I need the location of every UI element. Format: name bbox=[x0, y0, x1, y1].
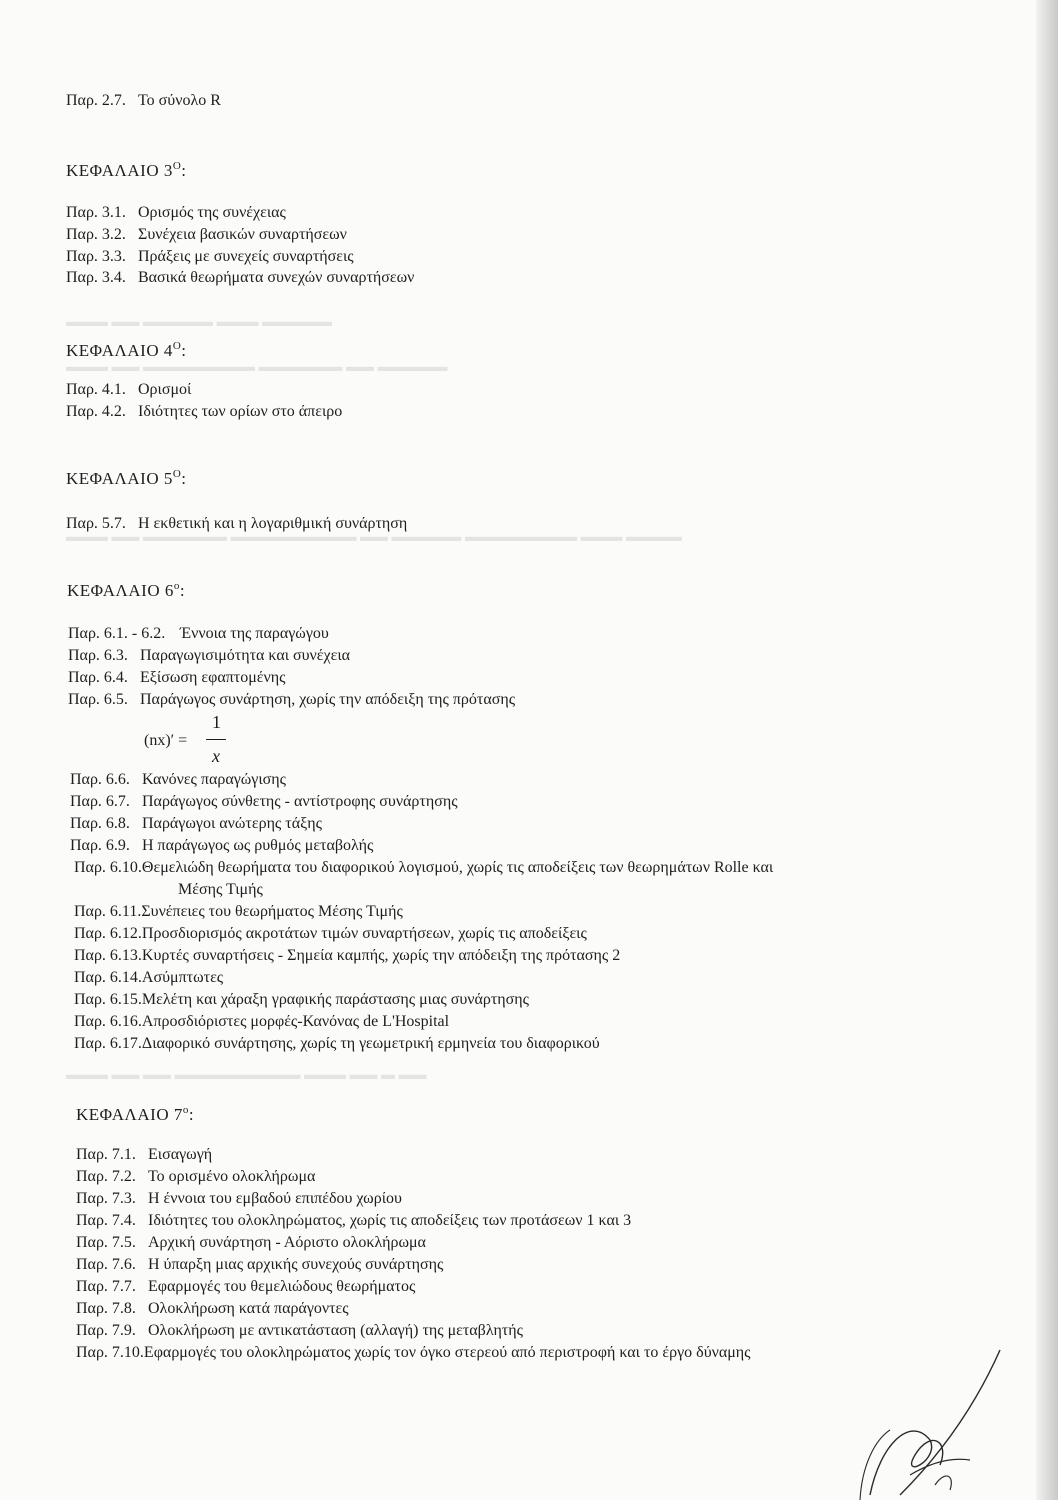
chapter-label: ΚΕΦΑΛΑΙΟ 4 bbox=[66, 341, 173, 360]
syllabus-line bbox=[76, 1321, 523, 1341]
syllabus-line bbox=[76, 1277, 415, 1297]
paragraph-number: Παρ. 7.10. bbox=[76, 1344, 144, 1361]
paragraph-title: Ασύμπτωτες bbox=[141, 969, 224, 986]
chapter-colon: : bbox=[179, 581, 186, 600]
chapter-colon: : bbox=[181, 161, 187, 180]
paragraph-number: Παρ. 6.14. bbox=[74, 969, 142, 986]
paragraph-number: Παρ. 6.15. bbox=[74, 991, 142, 1008]
paragraph-number: Παρ. 3.3. bbox=[66, 248, 126, 265]
syllabus-line bbox=[74, 946, 620, 966]
paragraph-number: Παρ. 6.1. - 6.2. bbox=[68, 625, 166, 642]
paragraph-title: Εφαρμογές του ολοκληρώματος χωρίς τον όγκο στερεού από περιστροφή και το έργο δύναμης bbox=[143, 1344, 751, 1361]
paragraph-number: Παρ. 7.8. bbox=[76, 1300, 136, 1317]
chapter-colon: : bbox=[181, 469, 187, 488]
paragraph-number: Παρ. 3.1. bbox=[66, 204, 126, 221]
paragraph-number: Παρ. 6.11. bbox=[74, 903, 142, 920]
chapter-ordinal: O bbox=[172, 468, 182, 480]
paragraph-title: Συνέχεια βασικών συναρτήσεων bbox=[138, 226, 347, 243]
paragraph-number: Παρ. 6.12. bbox=[74, 925, 142, 942]
paragraph-number: Παρ. 7.7. bbox=[76, 1278, 136, 1295]
syllabus-line bbox=[76, 1299, 349, 1319]
paragraph-title: Ιδιότητες του ολοκληρώματος, χωρίς τις αποδείξεις των προτάσεων 1 και 3 bbox=[148, 1212, 632, 1229]
syllabus-line bbox=[66, 514, 407, 534]
chapter-ordinal: O bbox=[172, 160, 182, 172]
paragraph-number: Παρ. 3.2. bbox=[66, 226, 126, 243]
paragraph-title: Το σύνολο R bbox=[138, 92, 221, 109]
syllabus-line bbox=[76, 1145, 212, 1165]
chapter-label: ΚΕΦΑΛΑΙΟ 3 bbox=[66, 161, 173, 180]
syllabus-line bbox=[70, 814, 322, 834]
syllabus-line bbox=[70, 836, 373, 856]
paragraph-title: Συνέπειες του θεωρήματος Μέσης Τιμής bbox=[141, 903, 403, 920]
syllabus-line bbox=[74, 1012, 449, 1032]
fraction-bar bbox=[206, 739, 226, 740]
syllabus-line bbox=[178, 880, 263, 900]
syllabus-line bbox=[74, 924, 587, 944]
syllabus-line bbox=[68, 624, 329, 644]
paragraph-number: Παρ. 7.5. bbox=[76, 1234, 136, 1251]
chapter-colon: : bbox=[181, 341, 187, 360]
paragraph-title: Προσδιορισμός ακροτάτων τιμών συναρτήσεων, χωρίς τις αποδείξεις bbox=[141, 925, 587, 942]
paragraph-number: Παρ. 7.6. bbox=[76, 1256, 136, 1273]
syllabus-line bbox=[74, 990, 529, 1010]
syllabus-line bbox=[66, 402, 342, 422]
syllabus-line bbox=[76, 1255, 443, 1275]
paragraph-number: Παρ. 7.9. bbox=[76, 1322, 136, 1339]
paragraph-number: Παρ. 6.5. bbox=[68, 691, 128, 708]
paragraph-title: Μέσης Τιμής bbox=[178, 881, 263, 898]
paragraph-title: Ολοκλήρωση κατά παράγοντες bbox=[148, 1300, 349, 1317]
chapter-label: ΚΕΦΑΛΑΙΟ 7 bbox=[76, 1105, 183, 1124]
paragraph-title: Αρχική συνάρτηση - Αόριστο ολοκλήρωμα bbox=[148, 1234, 426, 1251]
paragraph-number: Παρ. 6.17. bbox=[74, 1035, 142, 1052]
syllabus-line bbox=[76, 1233, 426, 1253]
paragraph-number: Παρ. 6.13. bbox=[74, 947, 142, 964]
paragraph-title: Ολοκλήρωση με αντικατάσταση (αλλαγή) της μεταβλητής bbox=[148, 1322, 523, 1339]
paragraph-number: Παρ. 7.2. bbox=[76, 1168, 136, 1185]
chapter-ordinal: O bbox=[172, 340, 182, 352]
chapter-heading bbox=[67, 580, 185, 601]
chapter-heading bbox=[76, 1104, 194, 1125]
syllabus-line bbox=[74, 1034, 600, 1054]
paragraph-title: Ορισμοί bbox=[138, 381, 192, 398]
paragraph-number: Παρ. 5.7. bbox=[66, 515, 126, 532]
paragraph-title: Διαφορικό συνάρτησης, χωρίς τη γεωμετρική ερμηνεία του διαφορικού bbox=[141, 1035, 600, 1052]
paragraph-title: Εξίσωση εφαπτομένης bbox=[140, 669, 286, 686]
paragraph-number: Παρ. 2.7. bbox=[66, 92, 126, 109]
paragraph-number: Παρ. 6.6. bbox=[70, 771, 130, 788]
paragraph-title: Η εκθετική και η λογαριθμική συνάρτηση bbox=[138, 515, 408, 532]
paragraph-number: Παρ. 6.16. bbox=[74, 1013, 142, 1030]
paragraph-number: Παρ. 6.4. bbox=[68, 669, 128, 686]
syllabus-line bbox=[68, 668, 285, 688]
syllabus-line bbox=[70, 770, 286, 790]
syllabus-line bbox=[76, 1211, 631, 1231]
syllabus-line bbox=[66, 225, 347, 245]
syllabus-line bbox=[74, 968, 223, 988]
bleed-through-text: ▬▬▬ ▬▬ ▬▬▬▬▬▬ ▬▬▬▬▬▬▬▬▬ ▬▬ ▬▬▬▬▬ ▬▬▬▬▬▬▬▬ ▬▬▬ ▬▬▬▬ bbox=[66, 530, 682, 545]
paragraph-number: Παρ. 7.4. bbox=[76, 1212, 136, 1229]
paragraph-number: Παρ. 6.9. bbox=[70, 837, 130, 854]
paragraph-number: Παρ. 3.4. bbox=[66, 269, 126, 286]
formula-lhs: (nx)′ = bbox=[144, 732, 188, 749]
bleed-through-text: ▬▬▬ ▬▬ ▬▬▬▬▬▬▬▬ ▬▬▬▬▬▬ ▬▬ ▬▬▬▬▬ bbox=[66, 360, 448, 375]
paragraph-number: Παρ. 7.3. bbox=[76, 1190, 136, 1207]
paragraph-title: Βασικά θεωρήματα συνεχών συναρτήσεων bbox=[138, 269, 415, 286]
paragraph-title: Κυρτές συναρτήσεις - Σημεία καμπής, χωρίς την απόδειξη της πρότασης 2 bbox=[141, 947, 621, 964]
paragraph-title: Θεμελιώδη θεωρήματα του διαφορικού λογισμού, χωρίς τις αποδείξεις των θεωρημάτων Rolle και bbox=[141, 859, 774, 876]
paragraph-title: Ιδιότητες των ορίων στο άπειρο bbox=[138, 403, 343, 420]
page-binding-shadow bbox=[1036, 0, 1058, 1500]
paragraph-title: Η έννοια του εμβαδού επιπέδου χωρίου bbox=[148, 1190, 402, 1207]
paragraph-number: Παρ. 7.1. bbox=[76, 1146, 136, 1163]
syllabus-line bbox=[76, 1189, 402, 1209]
chapter-heading bbox=[66, 340, 187, 361]
paragraph-title: Απροσδιόριστες μορφές-Κανόνας de L'Hospital bbox=[141, 1013, 450, 1030]
paragraph-title: Παράγωγοι ανώτερης τάξης bbox=[142, 815, 322, 832]
syllabus-line bbox=[74, 858, 773, 878]
syllabus-line bbox=[66, 91, 221, 111]
paragraph-title: Έννοια της παραγώγου bbox=[180, 625, 329, 642]
paragraph-title: Ορισμός της συνέχειας bbox=[138, 204, 286, 221]
derivative-formula bbox=[144, 712, 254, 768]
syllabus-line bbox=[68, 646, 350, 666]
chapter-ordinal: ο bbox=[173, 580, 180, 592]
chapter-heading bbox=[66, 160, 187, 181]
syllabus-line bbox=[68, 690, 515, 710]
paragraph-number: Παρ. 6.7. bbox=[70, 793, 130, 810]
syllabus-line bbox=[76, 1167, 315, 1187]
paragraph-title: Πράξεις με συνεχείς συναρτήσεις bbox=[138, 248, 354, 265]
paragraph-number: Παρ. 6.8. bbox=[70, 815, 130, 832]
bleed-through-text: ▬▬▬ ▬▬ ▬▬ ▬▬▬▬▬▬▬▬▬ ▬▬▬ ▬▬ ▬ ▬▬ bbox=[66, 1068, 427, 1083]
paragraph-title: Η ύπαρξη μιας αρχικής συνεχούς συνάρτησης bbox=[148, 1256, 444, 1273]
chapter-label: ΚΕΦΑΛΑΙΟ 5 bbox=[66, 469, 173, 488]
paragraph-title: Εφαρμογές του θεμελιώδους θεωρήματος bbox=[148, 1278, 416, 1295]
formula-numerator: 1 bbox=[212, 712, 221, 732]
paragraph-number: Παρ. 4.2. bbox=[66, 403, 126, 420]
paragraph-title: Η παράγωγος ως ρυθμός μεταβολής bbox=[142, 837, 374, 854]
syllabus-line bbox=[66, 268, 414, 288]
paragraph-number: Παρ. 4.1. bbox=[66, 381, 126, 398]
chapter-colon: : bbox=[188, 1105, 195, 1124]
paragraph-title: Παράγωγος συνάρτηση, χωρίς την απόδειξη της πρότασης bbox=[140, 691, 516, 708]
paragraph-number: Παρ. 6.3. bbox=[68, 647, 128, 664]
chapter-ordinal: ο bbox=[182, 1104, 189, 1116]
syllabus-line bbox=[66, 247, 354, 267]
paragraph-number: Παρ. 6.10. bbox=[74, 859, 142, 876]
bleed-through-text: ▬▬▬ ▬▬ ▬▬▬▬▬ ▬▬▬ ▬▬▬▬▬ bbox=[66, 315, 332, 330]
syllabus-line bbox=[76, 1343, 751, 1363]
paragraph-title: Το ορισμένο ολοκλήρωμα bbox=[148, 1168, 316, 1185]
paragraph-title: Μελέτη και χάραξη γραφικής παράστασης μιας συνάρτησης bbox=[141, 991, 529, 1008]
chapter-label: ΚΕΦΑΛΑΙΟ 6 bbox=[67, 581, 174, 600]
chapter-heading bbox=[66, 468, 187, 489]
paragraph-title: Κανόνες παραγώγισης bbox=[142, 771, 286, 788]
syllabus-line bbox=[70, 792, 458, 812]
paragraph-title: Εισαγωγή bbox=[148, 1146, 213, 1163]
syllabus-line bbox=[74, 902, 403, 922]
syllabus-line bbox=[66, 380, 191, 400]
formula-denominator: x bbox=[212, 746, 220, 766]
paragraph-title: Παράγωγος σύνθετης - αντίστροφης συνάρτησης bbox=[142, 793, 458, 810]
paragraph-title: Παραγωγισιμότητα και συνέχεια bbox=[140, 647, 351, 664]
handwritten-signature bbox=[840, 1345, 1030, 1500]
syllabus-line bbox=[66, 203, 286, 223]
